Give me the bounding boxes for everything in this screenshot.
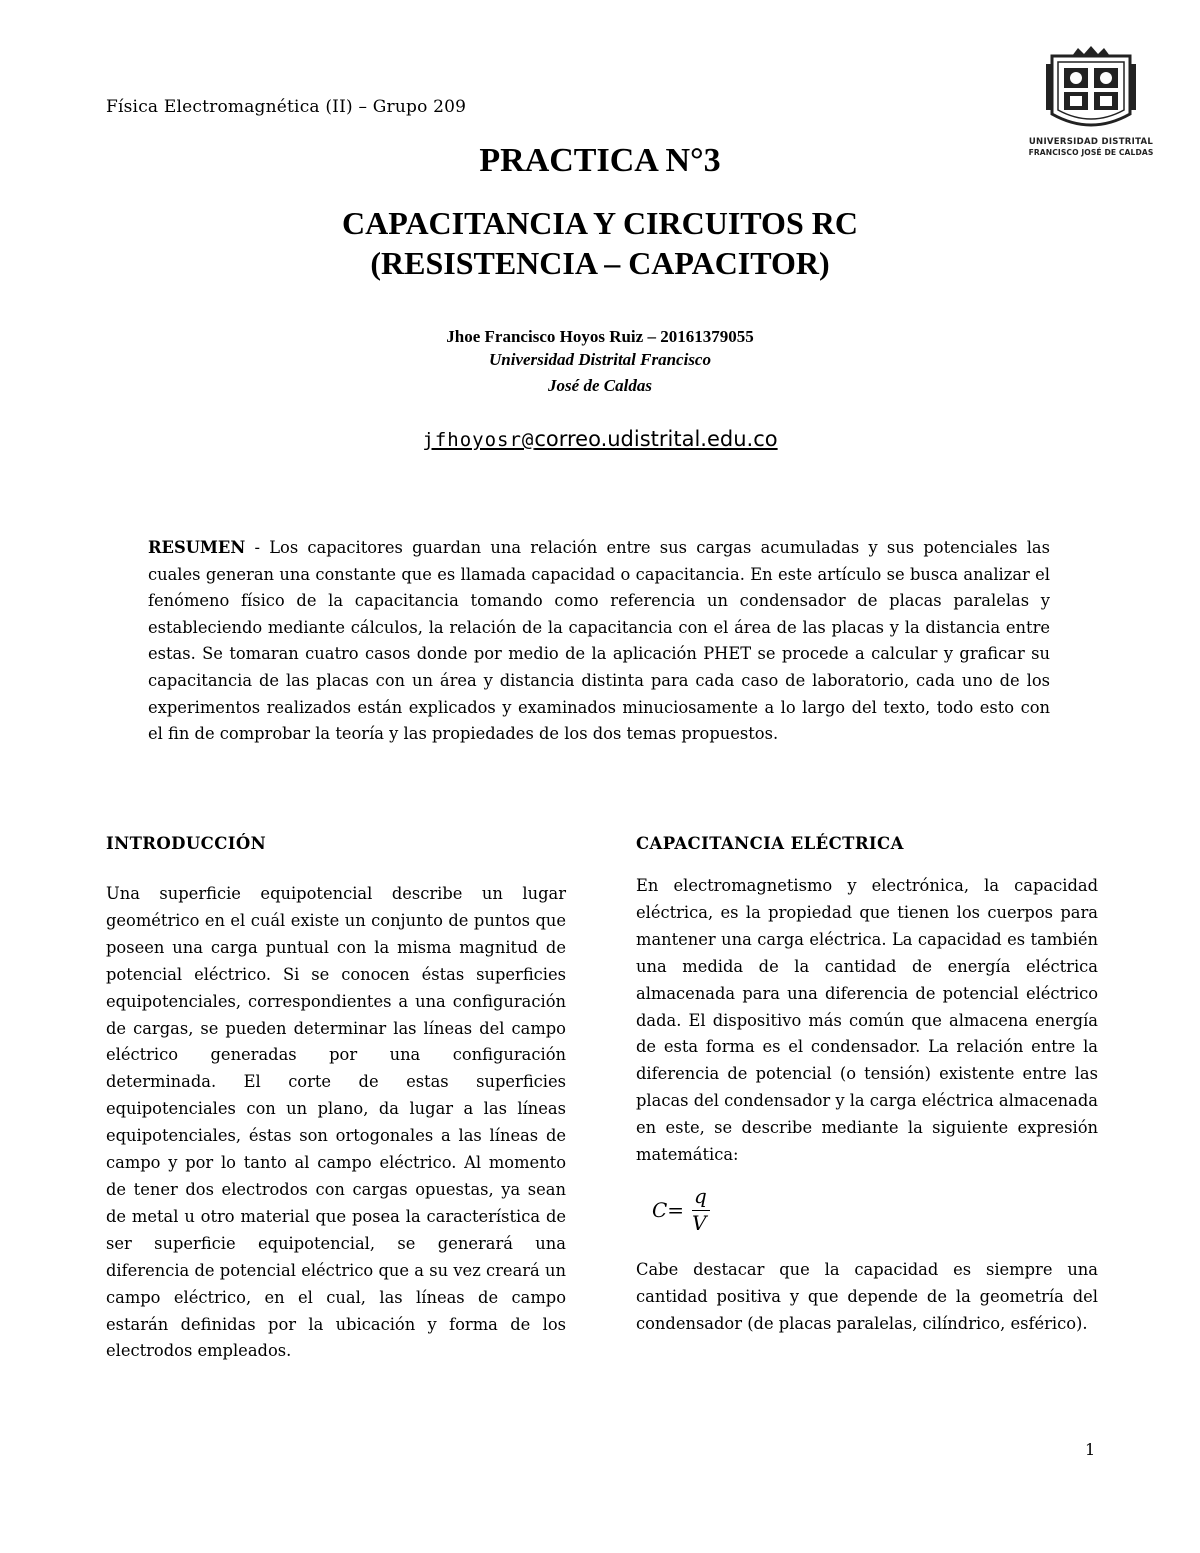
introduction-heading: INTRODUCCIÓN [106,834,267,853]
author-affiliation-line1: Universidad Distrital Francisco [489,350,711,369]
practice-title: PRACTICA N°3 [479,142,721,179]
author-email[interactable] [0,427,1200,451]
abstract-text: - Los capacitores guardan una relación entre sus cargas acumuladas y sus potenciales las cuales generan una constante que es llamada capacidad o capacitancia. En este artículo se busca analizar el fenómeno físico de la capacitancia tomando como referencia un condensador de placas paralelas y estableciendo mediante cálculos, la relación de la capacitancia con el área de las placas y la distancia entre estas. Se tomaran cuatro casos donde por medio de la aplicación PHET se procede a calcular y graficar su capacitancia de las placas con un área y distancia distinta para cada caso de laboratorio, cada uno de los experimentos realizados están explicados y examinados minuciosamente a lo largo del texto, todo esto con el fin de comprobar la teoría y las propiedades de los dos temas propuestos. [148,538,1050,744]
introduction-text: Una superficie equipotencial describe un lugar geométrico en el cuál existe un conjunto de puntos que poseen una carga puntual con la misma magnitud de potencial eléctrico. Si se conocen éstas superficies equipotenciales, correspondientes a una configuración de cargas, se pueden determinar las líneas del campo eléctrico generadas por una configuración determinada. El corte de estas superficies equipotenciales con un plano, da lugar a las líneas equipotenciales, éstas son ortogonales a las líneas de campo y por lo tanto al campo eléctrico. Al momento de tener dos electrodos con cargas opuestas, ya sean de metal u otro material que posea la característica de ser superficie equipotencial, se generará una diferencia de potencial eléctrico que a su vez creará un campo eléctrico, en el cual, las líneas de campo estarán definidas por la ubicación y forma de los electrodos empleados. [106,884,566,1361]
logo-text-name: FRANCISCO JOSÉ DE CALDAS [1028,148,1154,157]
capacitance-heading: CAPACITANCIA ELÉCTRICA [636,834,904,853]
document-title-line1: CAPACITANCIA Y CIRCUITOS RC [342,205,858,241]
university-shield-icon [1028,44,1154,136]
capacitance-formula [652,1186,732,1236]
abstract [148,535,1050,748]
logo-text-university: UNIVERSIDAD DISTRITAL [1028,137,1154,147]
email-domain: correo.udistrital.edu.co [534,427,778,451]
abstract-label: RESUMEN [148,538,246,557]
page-number: 1 [1085,1440,1096,1459]
formula-lhs: C= [652,1198,685,1222]
formula-numerator: q [694,1184,707,1208]
author-affiliation-line2: José de Caldas [548,376,652,395]
capacitance-note: Cabe destacar que la capacidad es siempre una cantidad positiva y que depende de la geometría del condensador (de placas paralelas, cilíndrico, esférico). [636,1260,1098,1333]
email-user: jfhoyosr@ [422,429,535,451]
course-header: Física Electromagnética (II) – Grupo 209 [106,97,467,117]
formula-denominator: V [692,1211,707,1235]
document-title-line2: (RESISTENCIA – CAPACITOR) [370,245,830,281]
capacitance-text: En electromagnetismo y electrónica, la capacidad eléctrica, es la propiedad que tienen los cuerpos para mantener una carga eléctrica. La capacidad es también una medida de la cantidad de energía eléctrica almacenada para una diferencia de potencial eléctrico dada. El dispositivo más común que almacena energía de esta forma es el condensador. La relación entre la diferencia de potencial (o tensión) existente entre las placas del condensador y la carga eléctrica almacenada en este, se describe mediante la siguiente expresión matemática: [636,876,1098,1165]
author-name: Jhoe Francisco Hoyos Ruiz – 20161379055 [446,327,754,346]
